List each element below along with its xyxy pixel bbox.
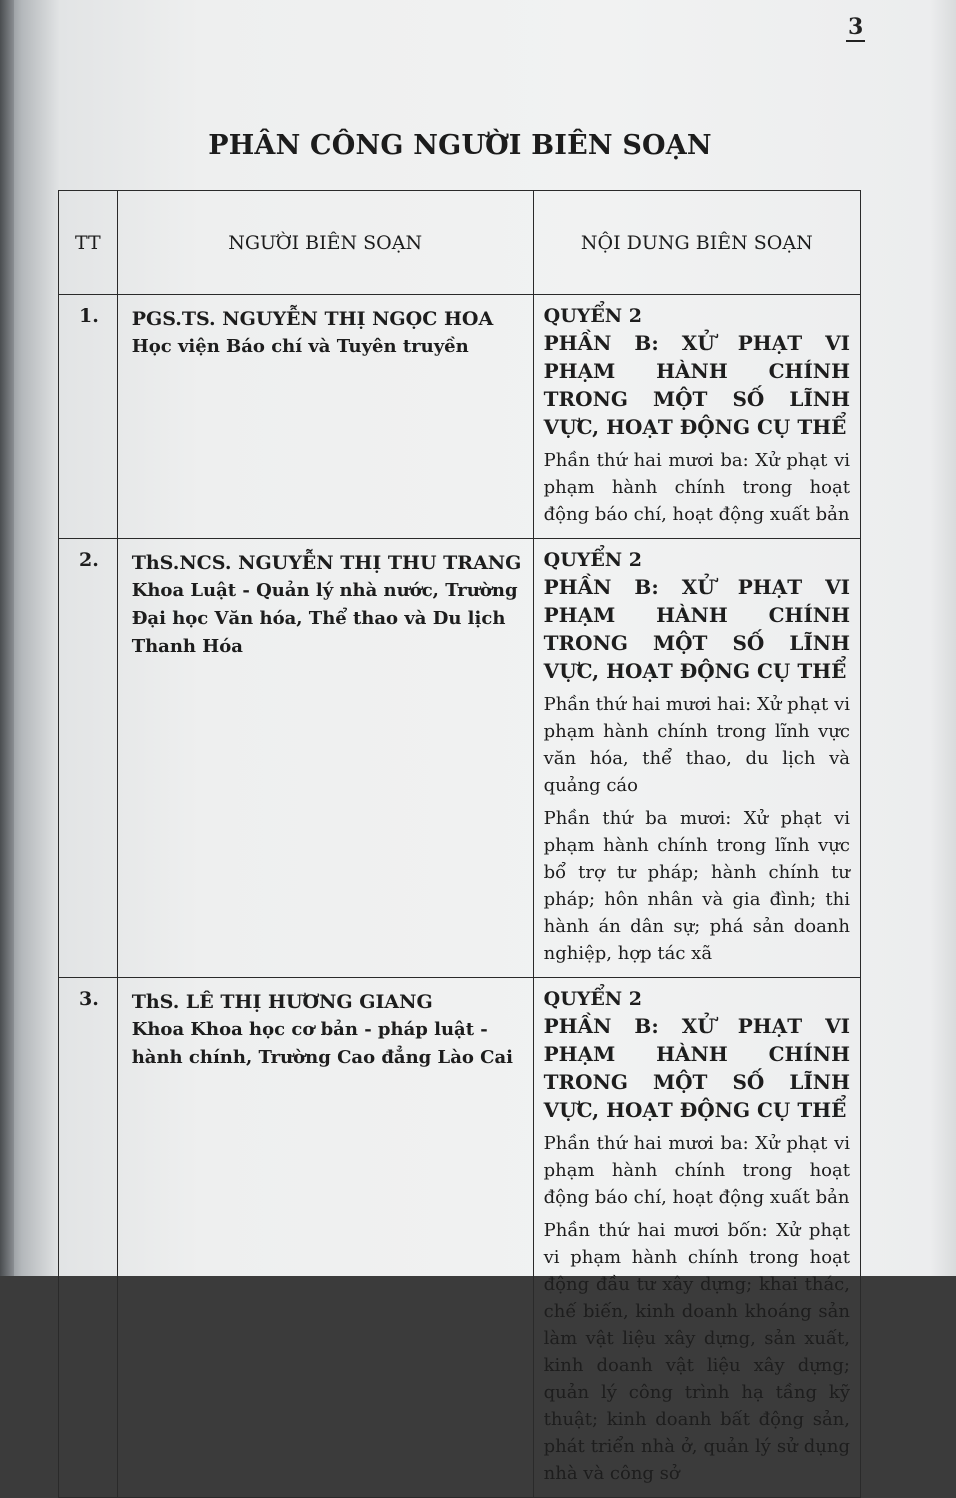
volume-label: QUYỂN 2: [543, 549, 643, 571]
part-title: PHẦN B: XỬ PHẠT VI PHẠM HÀNH CHÍNH TRONG MỘT SỐ LĨNH VỰC, HOẠT ĐỘNG CỤ THỂ: [543, 1014, 850, 1122]
table-header-row: [59, 191, 861, 295]
author-organization: Học viện Báo chí và Tuyên truyền: [131, 336, 469, 357]
part-title: PHẦN B: XỬ PHẠT VI PHẠM HÀNH CHÍNH TRONG MỘT SỐ LĨNH VỰC, HOẠT ĐỘNG CỤ THỂ: [543, 575, 850, 683]
table-row: [59, 295, 861, 539]
row-number: 3.: [59, 978, 118, 1498]
author-name: ThS.NCS. NGUYỄN THỊ THU TRANG: [131, 552, 522, 574]
book-binding: [0, 0, 14, 1276]
content-cell: [533, 539, 860, 978]
part-title: PHẦN B: XỬ PHẠT VI PHẠM HÀNH CHÍNH TRONG MỘT SỐ LĨNH VỰC, HOẠT ĐỘNG CỤ THỂ: [543, 331, 850, 439]
header-author: NGƯỜI BIÊN SOẠN: [117, 191, 533, 295]
row-number: 2.: [59, 539, 118, 978]
header-content: NỘI DUNG BIÊN SOẠN: [533, 191, 860, 295]
page-title: PHÂN CÔNG NGƯỜI BIÊN SOẠN: [208, 130, 712, 161]
section-text: Phần thứ hai mươi ba: Xử phạt vi phạm hành chính trong hoạt động báo chí, hoạt động xuất bản: [543, 450, 850, 525]
section-text: Phần thứ hai mươi bốn: Xử phạt vi phạm hành chính trong hoạt động đầu tư xây dựng; khai thác, chế biến, kinh doanh khoáng sản làm vật liệu xây dựng, sản xuất, kinh doanh vật liệu xây dựng; quản lý công trình hạ tầng kỹ thuật; kinh doanh bất động sản, phát triển nhà ở, quản lý sử dụng nhà và công sở: [543, 1220, 850, 1484]
page-number: 3: [848, 14, 864, 40]
author-name: PGS.TS. NGUYỄN THỊ NGỌC HOA: [131, 308, 494, 330]
author-cell: [117, 978, 533, 1498]
assignment-table: [58, 190, 861, 1498]
volume-label: QUYỂN 2: [543, 988, 643, 1010]
table-row: [59, 539, 861, 978]
content-cell: [533, 295, 860, 539]
section-text: Phần thứ ba mươi: Xử phạt vi phạm hành chính trong lĩnh vực bổ trợ tư pháp; hành chính tư pháp; hôn nhân và gia đình; thi hành án dân sự; phá sản doanh nghiệp, hợp tác xã: [543, 808, 850, 964]
section-text: Phần thứ hai mươi hai: Xử phạt vi phạm hành chính trong lĩnh vực văn hóa, thể thao, du lịch và quảng cáo: [543, 694, 850, 796]
table-row: [59, 978, 861, 1498]
row-number: 1.: [59, 295, 118, 539]
volume-label: QUYỂN 2: [543, 305, 643, 327]
author-cell: [117, 539, 533, 978]
author-organization: Khoa Luật - Quản lý nhà nước, Trường Đại học Văn hóa, Thể thao và Du lịch Thanh Hóa: [131, 580, 518, 657]
author-cell: [117, 295, 533, 539]
content-cell: [533, 978, 860, 1498]
author-organization: Khoa Khoa học cơ bản - pháp luật - hành chính, Trường Cao đẳng Lào Cai: [131, 1019, 513, 1068]
author-name: ThS. LÊ THỊ HƯƠNG GIANG: [131, 991, 433, 1013]
header-tt: TT: [59, 191, 118, 295]
section-text: Phần thứ hai mươi ba: Xử phạt vi phạm hành chính trong hoạt động báo chí, hoạt động xuất bản: [543, 1133, 850, 1208]
